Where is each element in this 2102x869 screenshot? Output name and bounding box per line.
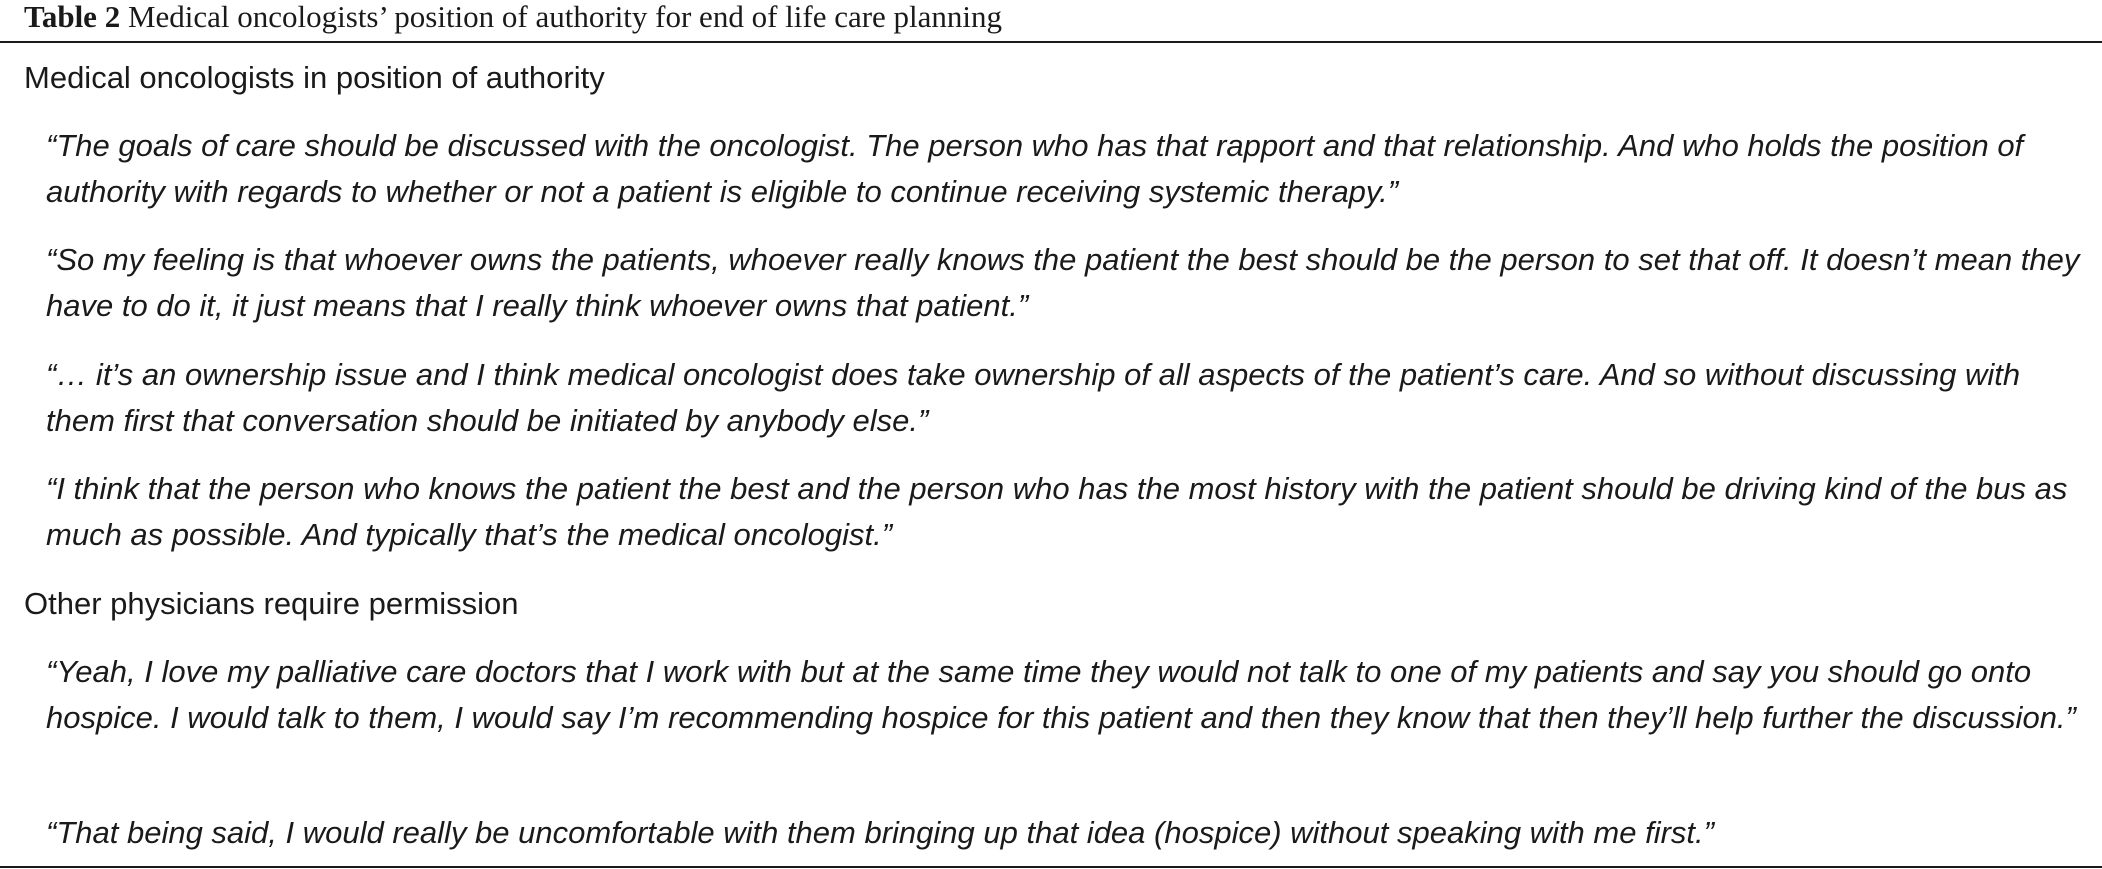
- quote-authority-1: “The goals of care should be discussed with the oncologist. The person who has that rapport and that relationship. And who holds the position of authority with regards to whether or not a patient is eligible to continue receiving systemic therapy.”: [46, 128, 2024, 209]
- quote-authority-4: “I think that the person who knows the patient the best and the person who has the most history with the patient should be driving kind of the bus as much as possible. And typically that’s the medical oncologist.”: [46, 471, 2068, 552]
- table-top-rule: [0, 41, 2102, 43]
- quote-authority-3: “… it’s an ownership issue and I think medical oncologist does take ownership of all aspects of the patient’s care. And so without discussing with them first that conversation should be initiated by anybody else.”: [46, 357, 2021, 438]
- quote-permission-1: “Yeah, I love my palliative care doctors that I work with but at the same time they would not talk to one of my patients and say you should go onto hospice. I would talk to them, I would say I’m recommending hospice for this patient and then they know that then they’ll help further the discussion.”: [46, 654, 2076, 735]
- section-heading-authority: Medical oncologists in position of authority: [24, 60, 605, 95]
- quote-permission-2: “That being said, I would really be uncomfortable with them bringing up that idea (hospice) without speaking with me first.”: [46, 815, 1714, 850]
- quote-authority-2: “So my feeling is that whoever owns the patients, whoever really knows the patient the best should be the person to set that off. It doesn’t mean they have to do it, it just means that I really think whoever owns that patient.”: [46, 242, 2080, 323]
- table-caption-label: Table 2: [24, 0, 121, 34]
- table-caption-text: Medical oncologists’ position of authority for end of life care planning: [127, 0, 1003, 34]
- section-heading-permission: Other physicians require permission: [24, 586, 519, 621]
- table-caption: [24, 0, 1002, 34]
- table-bottom-rule: [0, 866, 2102, 868]
